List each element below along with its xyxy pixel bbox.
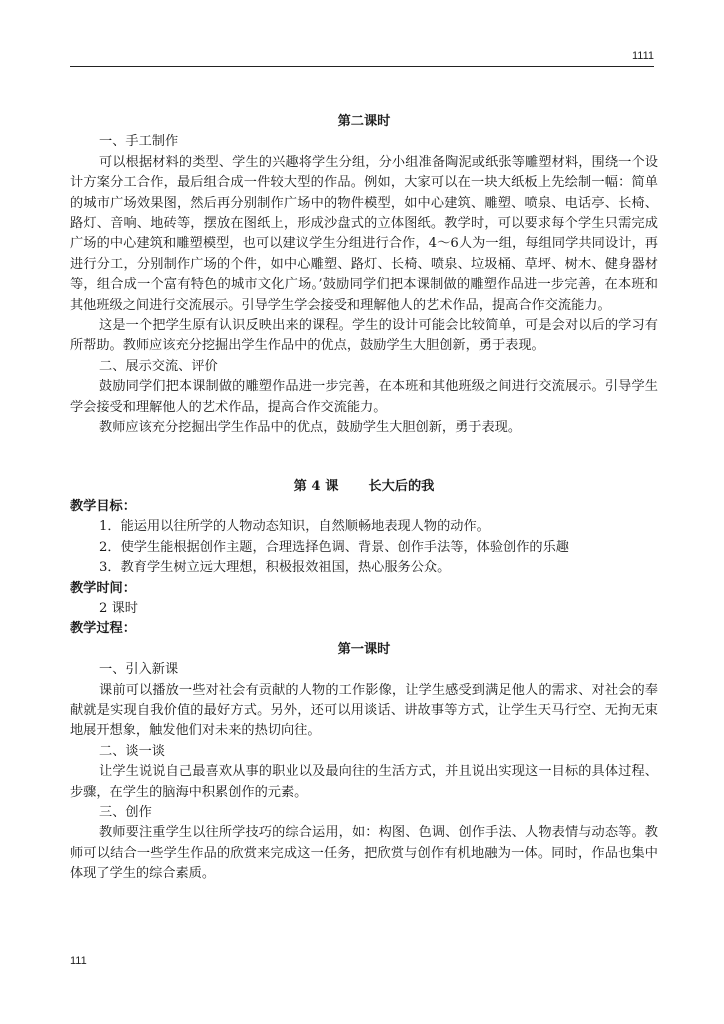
goal-item: 3．教育学生树立远大理想，积极报效祖国，热心服务公众。 [99,560,451,576]
time-label: 教学时间： [70,580,136,596]
paragraph: 鼓励同学们把本课制做的雕塑作品进一步完善，在本班和其他班级之间进行交流展示。引导学生学会接受和理解他人的艺术作品，提高合作交流能力。 [70,379,658,415]
header-rule [70,66,654,67]
heading-intro: 一、引入新课 [99,662,179,678]
paragraph: 课前可以播放一些对社会有贡献的人物的工作影像，让学生感受到满足他人的需求、对社会的奉献就是实现自我价值的最好方式。另外，还可以用谈话、讲故事等方式，让学生天马行空、无拘无束地展开想象，触发他们对未来的热切向往。 [70,682,658,739]
goals-label: 教学目标： [70,498,136,514]
paragraph: 教师应该充分挖掘出学生作品中的优点，鼓励学生大胆创新，勇于表现。 [99,420,522,436]
header-page-number: 1111 [631,50,654,62]
process-label: 教学过程： [70,621,136,637]
section-title: 第二课时 [337,114,391,129]
paragraph: 教师要注重学生以往所学技巧的综合运用，如：构图、色调、创作手法、人物表情与动态等。教师可以结合一些学生作品的欣赏来完成这一任务，把欣赏与创作有机地融为一体。同时，作品也集中体现了学生的综合素质。 [70,825,658,882]
spacer [70,439,658,477]
paragraph: 这是一个把学生原有认识反映出来的课程。学生的设计可能会比较简单，可是会对以后的学习有所帮助。教师应该充分挖掘出学生作品中的优点，鼓励学生大胆创新，勇于表现。 [70,318,658,354]
time-value: 2 课时 [99,600,138,616]
goal-item: 2．使学生能根据创作主题，合理选择色调、背景、创作手法等，体验创作的乐趣 [99,539,569,555]
heading-handcraft: 一、手工制作 [99,134,179,150]
heading-exchange: 二、展示交流、评价 [99,358,218,374]
lesson-title [70,477,658,497]
lesson-number: 第 4 课 [293,478,339,494]
document-body [70,112,658,885]
footer-page-number: 111 [70,955,87,967]
session-title: 第一课时 [337,641,391,657]
paragraph: 可以根据材料的类型、学生的兴趣将学生分组，分小组准备陶泥或纸张等雕塑材料，围绕一个设计方案分工合作，最后组合成一件较大型的作品。例如，大家可以在一块大纸板上先绘制一幅：简单的城市广场效果图，然后再分别制作广场中的物件模型，如中心建筑、雕塑、喷泉、电话亭、长椅、路灯、音响、地砖等，摆放在图纸上，形成沙盘式的立体图纸。教学时，可以要求每个学生只需完成广场的中心建筑和雕塑模型，也可以建议学生分组进行合作，4～6人为一组，每组同学共同设计，再进行分工，分别制作广场的个件，如中心雕塑、路灯、长椅、喷泉、垃圾桶、草坪、树木、健身器材等，组合成一个富有特色的城市文化广场。’鼓励同学们把本课制做的雕塑作品进一步完善，在本班和其他班级之间进行交流展示。引导学生学会接受和理解他人的艺术作品，提高合作交流能力。 [70,154,658,313]
heading-discuss: 二、谈一谈 [99,743,165,759]
heading-create: 三、创作 [99,805,152,820]
paragraph: 让学生说说自己最喜欢从事的职业以及最向往的生活方式，并且说出实现这一目标的具体过程、步骤，在学生的脑海中积累创作的元素。 [70,764,658,800]
lesson-name: 长大后的我 [368,478,435,494]
goal-item: 1．能运用以往所学的人物动态知识，自然顺畅地表现人物的动作。 [99,519,490,535]
